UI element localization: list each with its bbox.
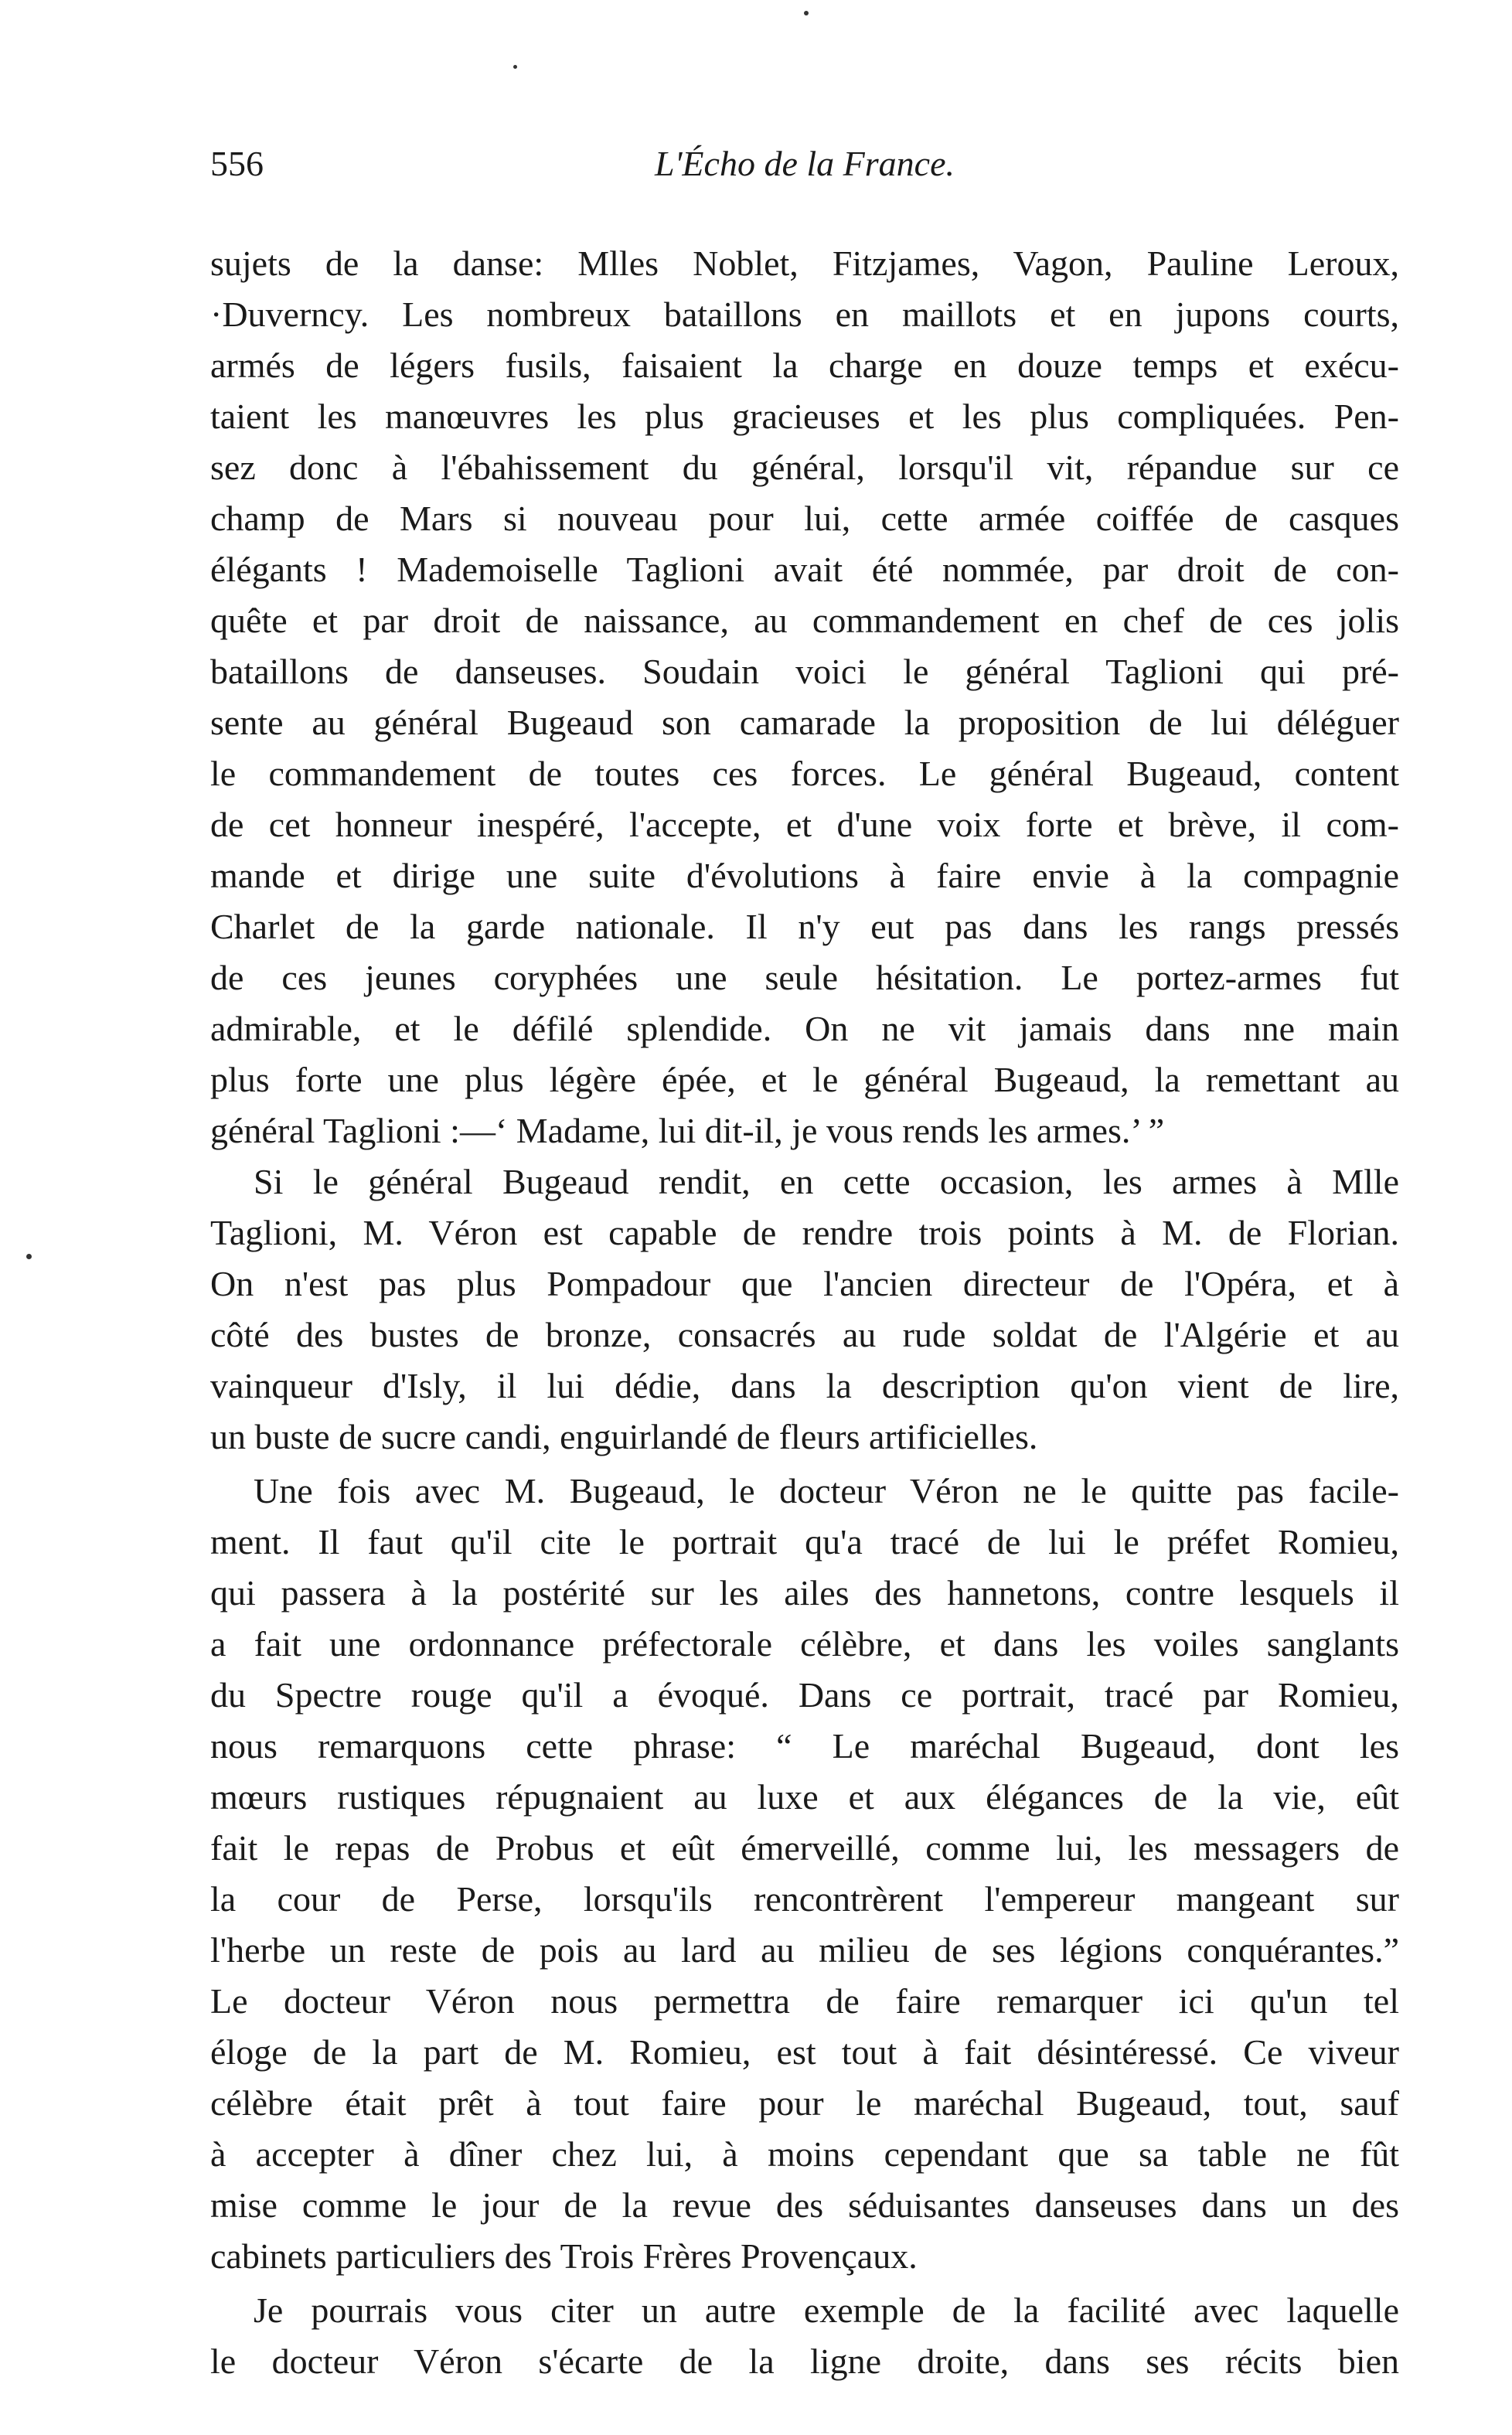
text-line: fait le repas de Probus et eût émerveillé, comme lui, les messagers de	[210, 1828, 1399, 1868]
text-line: bataillons de danseuses. Soudain voici le général Taglioni qui pré-	[210, 652, 1399, 691]
text-line: sente au général Bugeaud son camarade la proposition de lui déléguer	[210, 703, 1399, 742]
text-line: à accepter à dîner chez lui, à moins cependant que sa table ne fût	[210, 2134, 1399, 2174]
text-line: sez donc à l'ébahissement du général, lorsqu'il vit, répandue sur ce	[210, 448, 1399, 487]
text-line: armés de légers fusils, faisaient la charge en douze temps et exécu-	[210, 346, 1399, 385]
text-line: quête et par droit de naissance, au commandement en chef de ces jolis	[210, 601, 1399, 640]
text-line: l'herbe un reste de pois au lard au milieu de ses légions conquérantes.”	[210, 1930, 1399, 1970]
text-line: qui passera à la postérité sur les ailes des hannetons, contre lesquels il	[210, 1573, 1399, 1613]
text-line: de cet honneur inespéré, l'accepte, et d'une voix forte et brève, il com-	[210, 805, 1399, 844]
text-line: On n'est pas plus Pompadour que l'ancien directeur de l'Opéra, et à	[210, 1264, 1399, 1303]
text-line: champ de Mars si nouveau pour lui, cette armée coiffée de casques	[210, 499, 1399, 538]
text-line: Une fois avec M. Bugeaud, le docteur Véron ne le quitte pas facile-	[254, 1471, 1399, 1510]
ink-speck	[513, 65, 517, 69]
text-line: la cour de Perse, lorsqu'ils rencontrèrent l'empereur mangeant sur	[210, 1879, 1399, 1919]
text-line: Je pourrais vous citer un autre exemple de la facilité avec laquelle	[254, 2290, 1399, 2330]
text-line: cabinets particuliers des Trois Frères Provençaux.	[210, 2236, 918, 2276]
text-line: de ces jeunes coryphées une seule hésitation. Le portez-armes fut	[210, 958, 1399, 997]
text-line: a fait une ordonnance préfectorale célèbre, et dans les voiles sanglants	[210, 1624, 1399, 1664]
text-line: côté des bustes de bronze, consacrés au rude soldat de l'Algérie et au	[210, 1315, 1399, 1354]
text-line: Charlet de la garde nationale. Il n'y eut pas dans les rangs pressés	[210, 907, 1399, 946]
running-title: L'Écho de la France.	[655, 144, 955, 183]
text-line: le commandement de toutes ces forces. Le général Bugeaud, content	[210, 754, 1399, 793]
body-text	[210, 238, 1399, 2387]
ink-speck	[804, 11, 809, 15]
text-line: mande et dirige une suite d'évolutions à faire envie à la compagnie	[210, 856, 1399, 895]
text-line: élégants ! Mademoiselle Taglioni avait été nommée, par droit de con-	[210, 550, 1399, 589]
text-line: ·Duverncy. Les nombreux bataillons en maillots et en jupons courts,	[210, 295, 1399, 334]
text-line: du Spectre rouge qu'il a évoqué. Dans ce portrait, tracé par Romieu,	[210, 1675, 1399, 1715]
text-line: vainqueur d'Isly, il lui dédie, dans la description qu'on vient de lire,	[210, 1366, 1399, 1405]
text-line: célèbre était prêt à tout faire pour le maréchal Bugeaud, tout, sauf	[210, 2083, 1399, 2123]
text-line: mise comme le jour de la revue des séduisantes danseuses dans un des	[210, 2185, 1399, 2225]
page-number: 556	[210, 144, 264, 183]
text-line: plus forte une plus légère épée, et le général Bugeaud, la remettant au	[210, 1060, 1399, 1099]
ink-speck	[26, 1254, 32, 1259]
text-line: Le docteur Véron nous permettra de faire remarquer ici qu'un tel	[210, 1981, 1399, 2021]
text-line: admirable, et le défilé splendide. On ne vit jamais dans nne main	[210, 1009, 1399, 1048]
text-line: taient les manœuvres les plus gracieuses et les plus compliquées. Pen-	[210, 397, 1399, 436]
text-line: général Taglioni :—‘ Madame, lui dit-il, je vous rends les armes.’ ”	[210, 1111, 1165, 1150]
text-line: Taglioni, M. Véron est capable de rendre trois points à M. de Florian.	[210, 1213, 1399, 1252]
page-header	[210, 139, 1399, 201]
text-line: un buste de sucre candi, enguirlandé de fleurs artificielles.	[210, 1417, 1038, 1456]
text-line: sujets de la danse: Mlles Noblet, Fitzjames, Vagon, Pauline Leroux,	[210, 244, 1399, 283]
text-line: mœurs rustiques répugnaient au luxe et aux élégances de la vie, eût	[210, 1777, 1399, 1817]
text-line: le docteur Véron s'écarte de la ligne droite, dans ses récits bien	[210, 2341, 1399, 2381]
text-line: éloge de la part de M. Romieu, est tout à fait désintéressé. Ce viveur	[210, 2032, 1399, 2072]
text-line: nous remarquons cette phrase: “ Le maréchal Bugeaud, dont les	[210, 1726, 1399, 1766]
text-line: Si le général Bugeaud rendit, en cette occasion, les armes à Mlle	[254, 1162, 1399, 1201]
text-line: ment. Il faut qu'il cite le portrait qu'a tracé de lui le préfet Romieu,	[210, 1522, 1399, 1561]
